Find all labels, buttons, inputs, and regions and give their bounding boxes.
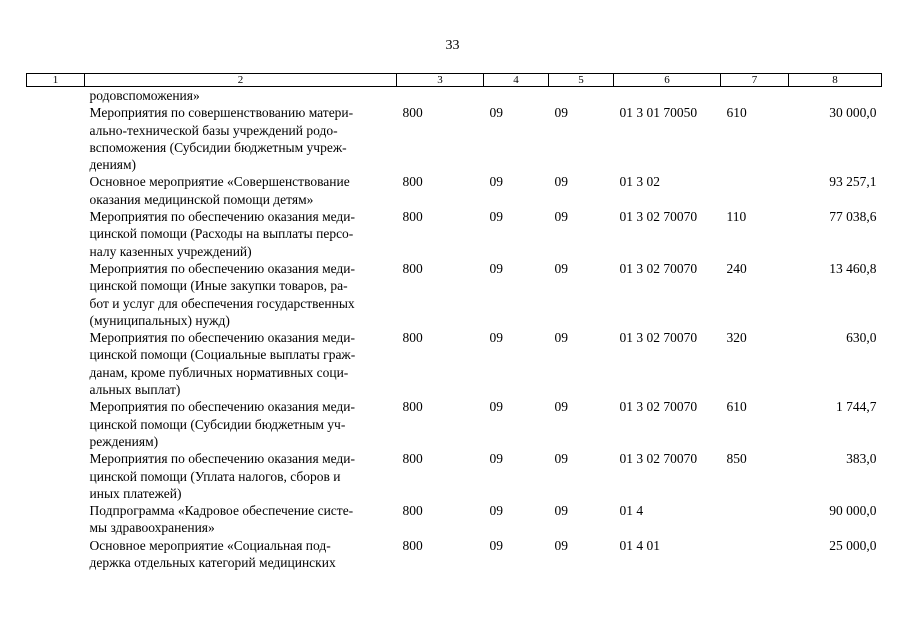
row-value-c4: 09 (489, 330, 503, 346)
row-value-c3: 800 (402, 503, 423, 519)
row-value-c4: 09 (489, 451, 503, 467)
table-row (27, 329, 882, 398)
table-row (27, 502, 882, 537)
row-cell-col1 (27, 173, 85, 208)
row-value-c4: 09 (489, 209, 503, 225)
row-value-c5: 09 (554, 260, 568, 276)
table-row (27, 208, 882, 260)
page-number: 33 (445, 38, 460, 53)
row-value-c5: 09 (554, 503, 568, 519)
row-name-cell (85, 260, 397, 329)
row-value-c4: 09 (489, 174, 503, 190)
row-cell-col1 (27, 450, 85, 502)
row-cell-col1 (27, 398, 85, 450)
row-name-text: Мероприятия по совершенствованию матери- ально-технической базы учреждений родо- вспоможения (Субсидии бюджетным учреж- дениям) (89, 105, 354, 173)
row-value-c7: 320 (726, 330, 747, 346)
row-value-c6: 01 3 02 (619, 174, 660, 190)
row-value-c3 (397, 87, 484, 105)
row-cell-col1 (27, 208, 85, 260)
column-header-6: 6 (614, 74, 721, 87)
row-value-c7: 610 (726, 105, 747, 121)
row-value-c7: 240 (726, 260, 747, 276)
column-header-7: 7 (721, 74, 789, 87)
row-value-c3: 800 (402, 330, 423, 346)
column-header-3: 3 (397, 74, 484, 87)
row-cell-col1 (27, 104, 85, 173)
row-value-c4: 09 (489, 105, 503, 121)
row-value-c7 (721, 502, 789, 537)
row-cell-col1 (27, 329, 85, 398)
column-header-2: 2 (85, 74, 397, 87)
row-value-c5: 09 (554, 537, 568, 553)
row-value-c6: 01 3 02 70070 (619, 209, 698, 225)
row-name-text: Основное мероприятие «Совершенствование оказания медицинской помощи детям» (89, 174, 350, 207)
row-value-c4: 09 (489, 399, 503, 415)
row-value-c8: 1 744,7 (836, 399, 877, 415)
column-header-1: 1 (27, 74, 85, 87)
row-value-c5: 09 (554, 209, 568, 225)
row-value-c8: 77 038,6 (829, 209, 877, 225)
row-name-cell (85, 537, 397, 572)
row-value-c8: 13 460,8 (829, 260, 877, 276)
row-name-cell (85, 502, 397, 537)
row-value-c3: 800 (402, 260, 423, 276)
row-cell-col1 (27, 537, 85, 572)
table-row (27, 450, 882, 502)
row-value-c8: 383,0 (846, 451, 877, 467)
row-value-c7: 610 (726, 399, 747, 415)
row-value-c8: 30 000,0 (829, 105, 877, 121)
row-value-c4: 09 (489, 260, 503, 276)
table-row (27, 173, 882, 208)
row-value-c7: 850 (726, 451, 747, 467)
row-value-c6: 01 3 01 70050 (619, 105, 698, 121)
row-name-text: Подпрограмма «Кадровое обеспечение систе- мы здравоохранения» (89, 503, 354, 536)
column-header-5: 5 (549, 74, 614, 87)
row-value-c5: 09 (554, 451, 568, 467)
budget-table (26, 73, 882, 571)
row-value-c3: 800 (402, 451, 423, 467)
row-value-c8: 630,0 (846, 330, 877, 346)
row-value-c7 (721, 173, 789, 208)
row-value-c4: 09 (489, 503, 503, 519)
row-value-c6: 01 4 01 (619, 537, 660, 553)
row-name-text: родовспоможения» (89, 88, 200, 103)
table-body (27, 87, 882, 572)
row-value-c6: 01 3 02 70070 (619, 451, 698, 467)
table-row (27, 104, 882, 173)
row-value-c3: 800 (402, 105, 423, 121)
row-value-c7: 110 (726, 209, 747, 225)
row-value-c3: 800 (402, 399, 423, 415)
row-value-c4: 09 (489, 537, 503, 553)
row-cell-col1 (27, 502, 85, 537)
row-name-cell (85, 87, 397, 105)
table-row (27, 87, 882, 105)
row-name-text: Мероприятия по обеспечению оказания меди- цинской помощи (Субсидии бюджетным уч- реждениям) (89, 399, 356, 449)
row-name-cell (85, 329, 397, 398)
row-name-cell (85, 104, 397, 173)
row-value-c5: 09 (554, 399, 568, 415)
row-value-c3: 800 (402, 174, 423, 190)
row-name-cell (85, 173, 397, 208)
column-header-4: 4 (484, 74, 549, 87)
row-value-c7 (721, 87, 789, 105)
table-row (27, 537, 882, 572)
row-value-c6: 01 3 02 70070 (619, 260, 698, 276)
row-value-c8: 93 257,1 (829, 174, 877, 190)
row-value-c6: 01 3 02 70070 (619, 399, 698, 415)
row-value-c4 (484, 87, 549, 105)
table-header-row (27, 74, 882, 87)
row-value-c6 (614, 87, 721, 105)
row-value-c6: 01 3 02 70070 (619, 330, 698, 346)
row-name-cell (85, 208, 397, 260)
table-row (27, 398, 882, 450)
row-name-text: Мероприятия по обеспечению оказания меди- цинской помощи (Расходы на выплаты персо- налу казенных учреждений) (89, 209, 356, 259)
row-value-c5: 09 (554, 105, 568, 121)
row-value-c5: 09 (554, 330, 568, 346)
row-value-c5 (549, 87, 614, 105)
row-value-c6: 01 4 (619, 503, 644, 519)
row-value-c7 (721, 537, 789, 572)
row-name-text: Мероприятия по обеспечению оказания меди- цинской помощи (Социальные выплаты граж- данам, кроме публичных нормативных соци- альных выплат) (89, 330, 356, 398)
row-name-text: Основное мероприятие «Социальная под- держка отдельных категорий медицинских (89, 537, 336, 571)
row-name-cell (85, 450, 397, 502)
row-name-text: Мероприятия по обеспечению оказания меди- цинской помощи (Уплата налогов, сборов и иных платежей) (89, 451, 356, 501)
row-value-c3: 800 (402, 537, 423, 553)
row-value-c8 (789, 87, 882, 105)
row-cell-col1 (27, 87, 85, 105)
row-value-c8: 90 000,0 (829, 503, 877, 519)
column-header-8: 8 (789, 74, 882, 87)
row-value-c8: 25 000,0 (829, 537, 877, 553)
row-value-c3: 800 (402, 209, 423, 225)
row-name-text: Мероприятия по обеспечению оказания меди- цинской помощи (Иные закупки товаров, ра- бот и услуг для обеспечения государственных (муниципальных) нужд) (89, 260, 356, 328)
row-cell-col1 (27, 260, 85, 329)
table-row (27, 260, 882, 329)
row-value-c5: 09 (554, 174, 568, 190)
row-name-cell (85, 398, 397, 450)
